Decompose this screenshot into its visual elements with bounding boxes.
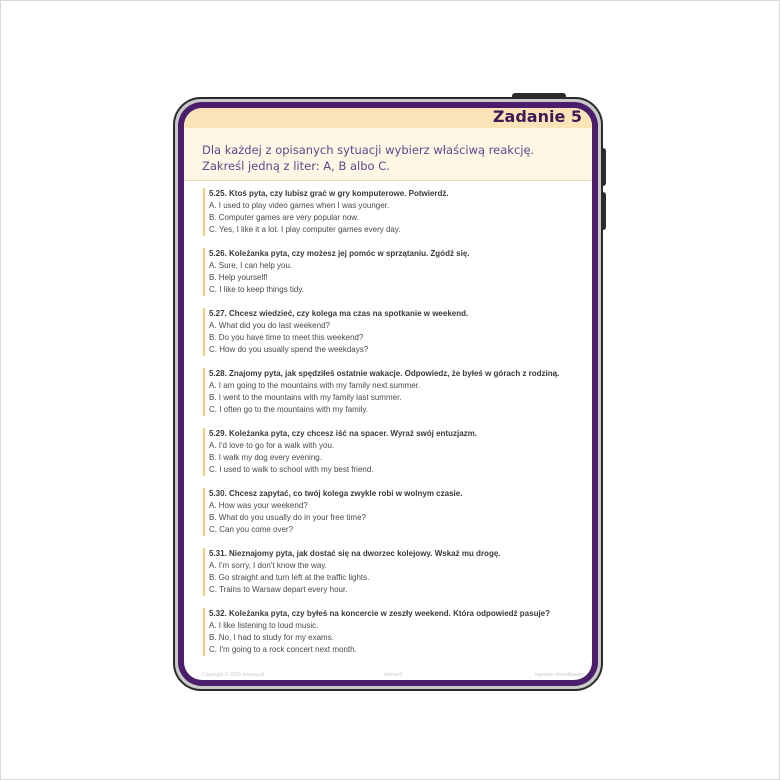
option-b[interactable]: B. Help yourself! (209, 273, 268, 282)
question-accent-bar (203, 248, 205, 296)
page-footer (184, 670, 592, 680)
option-c[interactable]: C. I often go to the mountains with my family. (209, 405, 369, 414)
option-a[interactable]: A. Sure, I can help you. (209, 261, 293, 270)
question-title: 5.28. Znajomy pyta, jak spędziłeś ostatnie wakacje. Odpowiedz, że byłeś w górach z rodziną. (209, 369, 560, 378)
question-accent-bar (203, 488, 205, 536)
option-a[interactable]: A. I like listening to loud music. (209, 621, 319, 630)
tablet-volume-up-button (601, 148, 606, 186)
option-a[interactable]: A. I am going to the mountains with my family next summer. (209, 381, 421, 390)
option-a[interactable]: A. I'd love to go for a walk with you. (209, 441, 335, 450)
tablet-volume-down-button (601, 192, 606, 230)
question-5-30 (203, 488, 588, 536)
option-b[interactable]: B. I went to the mountains with my family last summer. (209, 393, 402, 402)
question-list (203, 188, 588, 668)
footer-copyright: Copyright © 2025 anunsa.pl (202, 672, 265, 678)
question-title: 5.30. Chcesz zapytać, co twój kolega zwykle robi w wolnym czasie. (209, 489, 463, 498)
page-title: Zadanie 5 (492, 108, 582, 126)
option-b[interactable]: B. Do you have time to meet this weekend? (209, 333, 364, 342)
question-5-26 (203, 248, 588, 296)
instruction-line-2: Zakreśl jedną z liter: A, B albo C. (202, 159, 390, 173)
question-title: 5.27. Chcesz wiedzieć, czy kolega ma czas na spotkanie w weekend. (209, 309, 469, 318)
option-c[interactable]: C. I like to keep things tidy. (209, 285, 305, 294)
footer-exam-name: egzamin ósmoklasisty (535, 672, 584, 678)
option-c[interactable]: C. I used to walk to school with my best friend. (209, 465, 374, 474)
question-5-25 (203, 188, 588, 236)
question-accent-bar (203, 188, 205, 236)
header-band (184, 108, 592, 128)
instruction-line-1: Dla każdej z opisanych sytuacji wybierz właściwą reakcję. (202, 143, 535, 157)
option-c[interactable]: C. How do you usually spend the weekdays? (209, 345, 369, 354)
question-5-31 (203, 548, 588, 596)
question-accent-bar (203, 368, 205, 416)
question-5-32 (203, 608, 588, 656)
question-title: 5.32. Koleżanka pyta, czy byłeś na koncercie w zeszły weekend. Która odpowiedź pasuje? (209, 609, 551, 618)
question-5-29 (203, 428, 588, 476)
option-b[interactable]: B. What do you usually do in your free time? (209, 513, 366, 522)
question-5-28 (203, 368, 588, 416)
question-accent-bar (203, 308, 205, 356)
option-b[interactable]: B. Go straight and turn left at the traffic lights. (209, 573, 370, 582)
question-accent-bar (203, 428, 205, 476)
question-title: 5.31. Nieznajomy pyta, jak dostać się na dworzec kolejowy. Wskaż mu drogę. (209, 549, 501, 558)
footer-page-number: strona 8 (384, 672, 403, 678)
tablet-screen (184, 108, 592, 680)
option-c[interactable]: C. I'm going to a rock concert next month. (209, 645, 357, 654)
option-a[interactable]: A. How was your weekend? (209, 501, 308, 510)
question-accent-bar (203, 548, 205, 596)
option-a[interactable]: A. I used to play video games when I was younger. (209, 201, 390, 210)
instruction-text (202, 142, 582, 174)
option-a[interactable]: A. I'm sorry, I don't know the way. (209, 561, 327, 570)
question-accent-bar (203, 608, 205, 656)
question-5-27 (203, 308, 588, 356)
option-b[interactable]: B. No, I had to study for my exams. (209, 633, 334, 642)
option-c[interactable]: C. Trains to Warsaw depart every hour. (209, 585, 348, 594)
question-title: 5.26. Koleżanka pyta, czy możesz jej pomóc w sprzątaniu. Zgódź się. (209, 249, 470, 258)
option-a[interactable]: A. What did you do last weekend? (209, 321, 330, 330)
question-title: 5.29. Koleżanka pyta, czy chcesz iść na spacer. Wyraź swój entuzjazm. (209, 429, 477, 438)
option-b[interactable]: B. I walk my dog every evening. (209, 453, 322, 462)
option-b[interactable]: B. Computer games are very popular now. (209, 213, 359, 222)
option-c[interactable]: C. Yes, I like it a lot. I play computer games every day. (209, 225, 401, 234)
question-title: 5.25. Ktoś pyta, czy lubisz grać w gry komputerowe. Potwierdź. (209, 189, 449, 198)
option-c[interactable]: C. Can you come over? (209, 525, 294, 534)
